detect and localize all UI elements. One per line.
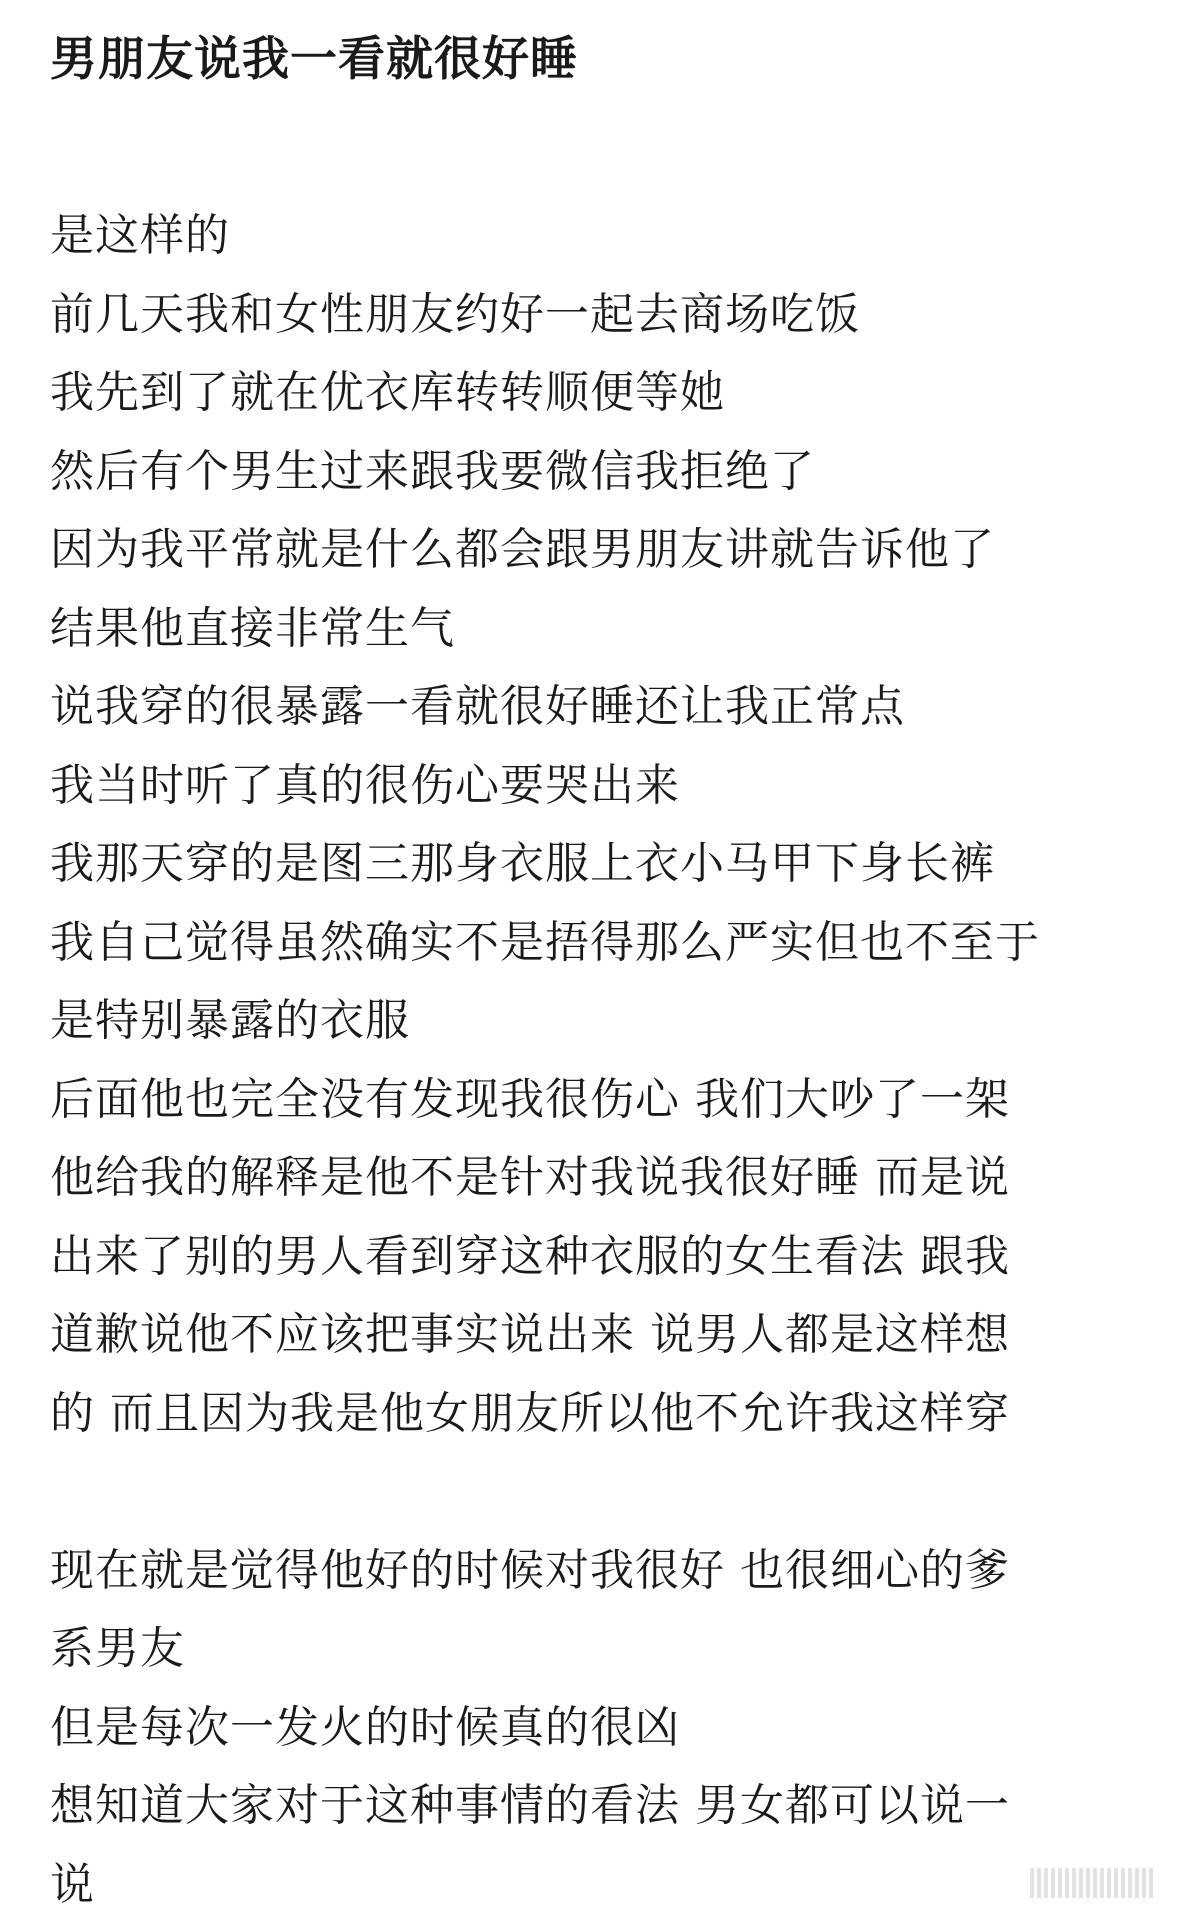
- body-line: 系男友: [50, 1610, 1140, 1689]
- post-body: [50, 197, 1140, 1924]
- body-line: 我当时听了真的很伤心要哭出来: [50, 747, 1140, 826]
- body-line: 是特别暴露的衣服: [50, 982, 1140, 1061]
- body-line: 因为我平常就是什么都会跟男朋友讲就告诉他了: [50, 511, 1140, 590]
- body-line: 前几天我和女性朋友约好一起去商场吃饭: [50, 276, 1140, 355]
- body-line: 是这样的: [50, 197, 1140, 276]
- body-line: 说: [50, 1846, 1140, 1924]
- body-line: 结果他直接非常生气: [50, 590, 1140, 669]
- post-title: 男朋友说我一看就很好睡: [50, 28, 578, 92]
- body-line: 道歉说他不应该把事实说出来 说男人都是这样想: [50, 1296, 1140, 1375]
- body-line: 但是每次一发火的时候真的很凶: [50, 1689, 1140, 1768]
- body-line: 我先到了就在优衣库转转顺便等她: [50, 354, 1140, 433]
- body-line: 他给我的解释是他不是针对我说我很好睡 而是说: [50, 1139, 1140, 1218]
- body-line: 我自己觉得虽然确实不是捂得那么严实但也不至于: [50, 904, 1140, 983]
- body-line: 说我穿的很暴露一看就很好睡还让我正常点: [50, 668, 1140, 747]
- paragraph-gap: [50, 1453, 1140, 1532]
- body-line: 我那天穿的是图三那身衣服上衣小马甲下身长裤: [50, 825, 1140, 904]
- body-line: 的 而且因为我是他女朋友所以他不允许我这样穿: [50, 1375, 1140, 1454]
- body-line: 后面他也完全没有发现我很伤心 我们大吵了一架: [50, 1061, 1140, 1140]
- body-line: 然后有个男生过来跟我要微信我拒绝了: [50, 433, 1140, 512]
- watermark-icon: [1030, 1868, 1153, 1898]
- body-line: 想知道大家对于这种事情的看法 男女都可以说一: [50, 1767, 1140, 1846]
- body-line: 出来了别的男人看到穿这种衣服的女生看法 跟我: [50, 1218, 1140, 1297]
- body-line: 现在就是觉得他好的时候对我很好 也很细心的爹: [50, 1532, 1140, 1611]
